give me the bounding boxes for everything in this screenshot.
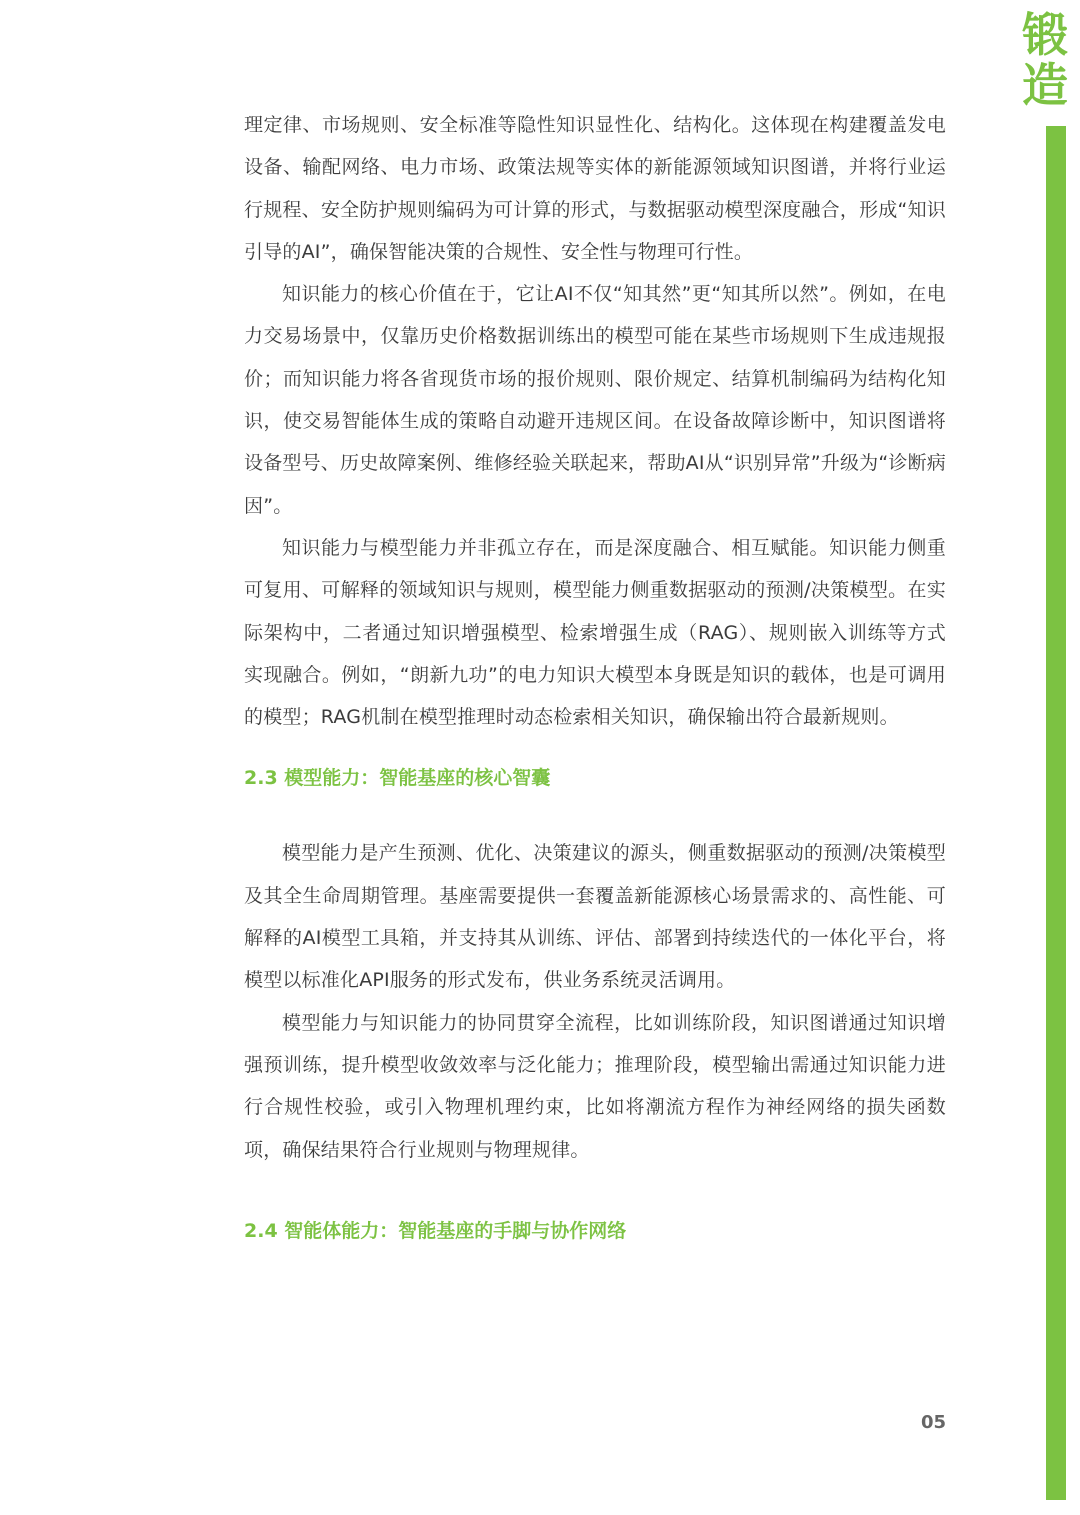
paragraph-knowledge-value: 知识能力的核心价值在于，它让AI不仅“知其然”更“知其所以然”。例如，在电力交易场景中，仅靠历史价格数据训练出的模型可能在某些市场规则下生成违规报价；而知识能力将各省现货市场的报价规则、限价规定、结算机制编码为结构化知识，使交易智能体生成的策略自动避开违规区间。在设备故障诊断中，知识图谱将设备型号、历史故障案例、维修经验关联起来，帮助AI从“识别异常”升级为“诊断病因”。 (244, 283, 946, 517)
side-tab-label (1020, 10, 1070, 110)
side-accent-bar (1046, 126, 1066, 1500)
page-number: 05 (920, 1412, 946, 1433)
section-heading-2-3: 2.3 模型能力：智能基座的核心智囊 (244, 767, 551, 790)
side-tab-char-1: 锻 (1022, 8, 1068, 62)
section-heading-2-4: 2.4 智能体能力：智能基座的手脚与协作网络 (244, 1219, 627, 1242)
page-body (244, 104, 946, 1245)
paragraph-model-capability: 模型能力是产生预测、优化、决策建议的源头，侧重数据驱动的预测/决策模型及其全生命周期管理。基座需要提供一套覆盖新能源核心场景需求的、高性能、可解释的AI模型工具箱，并支持其从训练、评估、部署到持续迭代的一体化平台，将模型以标准化API服务的形式发布，供业务系统灵活调用。 (244, 842, 946, 992)
paragraph-model-knowledge-synergy: 模型能力与知识能力的协同贯穿全流程，比如训练阶段，知识图谱通过知识增强预训练，提升模型收敛效率与泛化能力；推理阶段，模型输出需通过知识能力进行合规性校验，或引入物理机理约束，比如将潮流方程作为神经网络的损失函数项，确保结果符合行业规则与物理规律。 (244, 1011, 946, 1161)
side-tab-char-2: 造 (1022, 58, 1068, 112)
paragraph-knowledge-model-fusion: 知识能力与模型能力并非孤立存在，而是深度融合、相互赋能。知识能力侧重可复用、可解释的领域知识与规则，模型能力侧重数据驱动的预测/决策模型。在实际架构中，二者通过知识增强模型、检索增强生成（RAG）、规则嵌入训练等方式实现融合。例如，“朗新九功”的电力知识大模型本身既是知识的载体，也是可调用的模型；RAG机制在模型推理时动态检索相关知识，确保输出符合最新规则。 (244, 536, 946, 729)
paragraph-continuation: 理定律、市场规则、安全标准等隐性知识显性化、结构化。这体现在构建覆盖发电设备、输配网络、电力市场、政策法规等实体的新能源领域知识图谱，并将行业运行规程、安全防护规则编码为可计算的形式，与数据驱动模型深度融合，形成“知识引导的AI”，确保智能决策的合规性、安全性与物理可行性。 (244, 114, 946, 263)
